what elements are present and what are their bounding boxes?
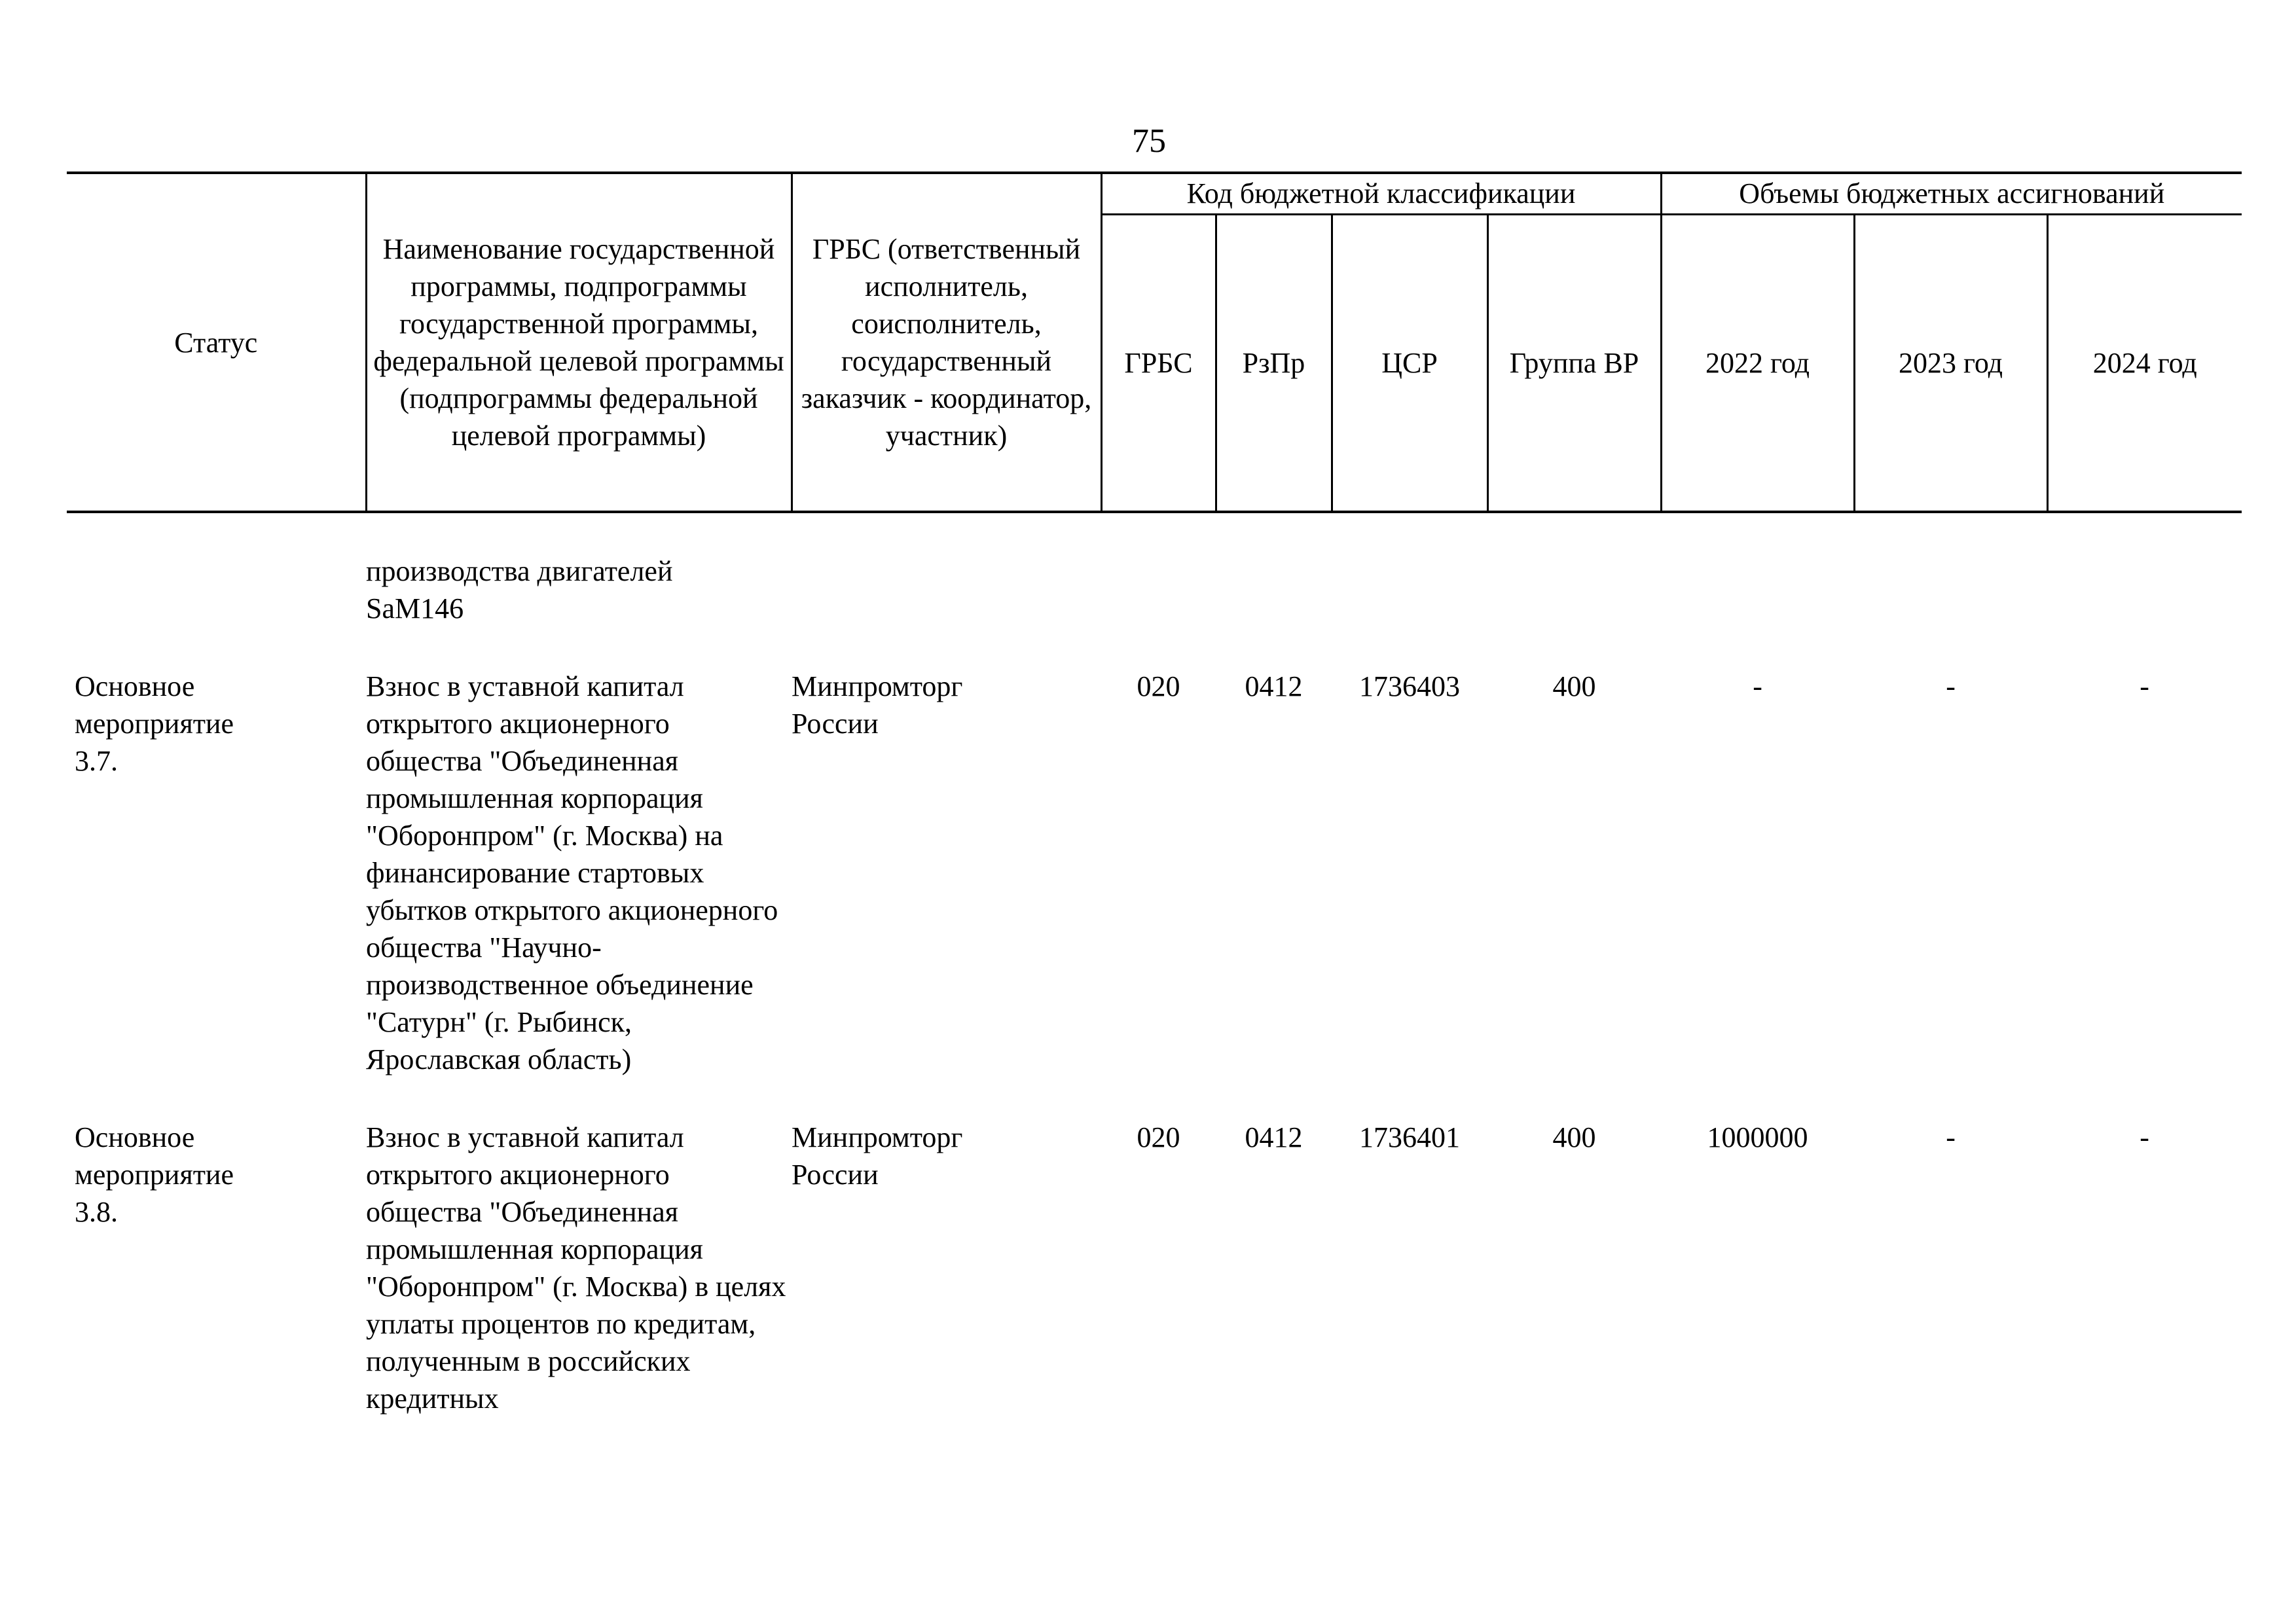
table-row — [67, 1119, 2242, 1417]
row-program-name: производства двигателей SaM146 — [366, 555, 673, 624]
row-program-name: Взнос в уставной капитал открытого акционерного общества "Объединенная промышленная корпорация "Оборонпром" (г. Москва) в целях уплаты процентов по кредитам, полученным в российских кредитных — [366, 1121, 786, 1415]
header-budget-allocations: Объемы бюджетных ассигнований — [1661, 173, 2242, 214]
row-csr — [1332, 552, 1487, 627]
row-grbs: 020 — [1137, 1121, 1180, 1153]
row-2023 — [1854, 552, 2047, 627]
row-2024: - — [2140, 670, 2149, 702]
row-csr: 1736403 — [1359, 670, 1460, 702]
row-executor — [792, 552, 1101, 627]
header-csr: ЦСР — [1332, 214, 1487, 512]
row-executor: Минпромторг России — [792, 670, 963, 740]
header-year-2022: 2022 год — [1661, 214, 1854, 512]
table-row — [67, 552, 2242, 627]
row-2024 — [2047, 552, 2242, 627]
row-vr: 400 — [1552, 1121, 1596, 1153]
row-executor: Минпромторг России — [792, 1121, 963, 1191]
row-2022: - — [1753, 670, 1762, 702]
row-csr: 1736401 — [1359, 1121, 1460, 1153]
header-rzpr: РзПр — [1216, 214, 1332, 512]
header-year-2023: 2023 год — [1854, 214, 2047, 512]
header-budget-classification-code: Код бюджетной классификации — [1101, 173, 1661, 214]
row-status — [67, 552, 366, 627]
header-status: Статус — [67, 173, 366, 512]
row-vr — [1487, 552, 1661, 627]
row-grbs — [1101, 552, 1216, 627]
header-vr-group: Группа ВР — [1487, 214, 1661, 512]
row-2023: - — [1946, 1121, 1956, 1153]
row-2022 — [1661, 552, 1854, 627]
header-year-2024: 2024 год — [2047, 214, 2242, 512]
row-2022: 1000000 — [1707, 1121, 1808, 1153]
row-2023: - — [1946, 670, 1956, 702]
header-grbs-executor: ГРБС (ответственный исполнитель, соисполнитель, государственный заказчик - координатор, участник) — [792, 173, 1101, 512]
row-status: Основное мероприятие 3.8. — [75, 1121, 234, 1228]
header-grbs-code: ГРБС — [1101, 214, 1216, 512]
page-number: 75 — [1132, 122, 1166, 160]
row-2024: - — [2140, 1121, 2149, 1153]
row-rzpr — [1216, 552, 1332, 627]
row-status: Основное мероприятие 3.7. — [75, 670, 234, 777]
row-program-name: Взнос в уставной капитал открытого акционерного общества "Объединенная промышленная корпорация "Оборонпром" (г. Москва) на финансирование стартовых убытков открытого акционерного общества "Научно-производственное объединение "Сатурн" (г. Рыбинск, Ярославская область) — [366, 670, 778, 1075]
row-grbs: 020 — [1137, 670, 1180, 702]
budget-allocation-table — [67, 171, 2242, 1417]
row-rzpr: 0412 — [1245, 670, 1303, 702]
table-row — [67, 668, 2242, 1078]
row-vr: 400 — [1552, 670, 1596, 702]
header-program-name: Наименование государственной программы, подпрограммы государственной программы, федеральной целевой программы (подпрограммы федеральной целевой программы) — [366, 173, 792, 512]
row-rzpr: 0412 — [1245, 1121, 1303, 1153]
